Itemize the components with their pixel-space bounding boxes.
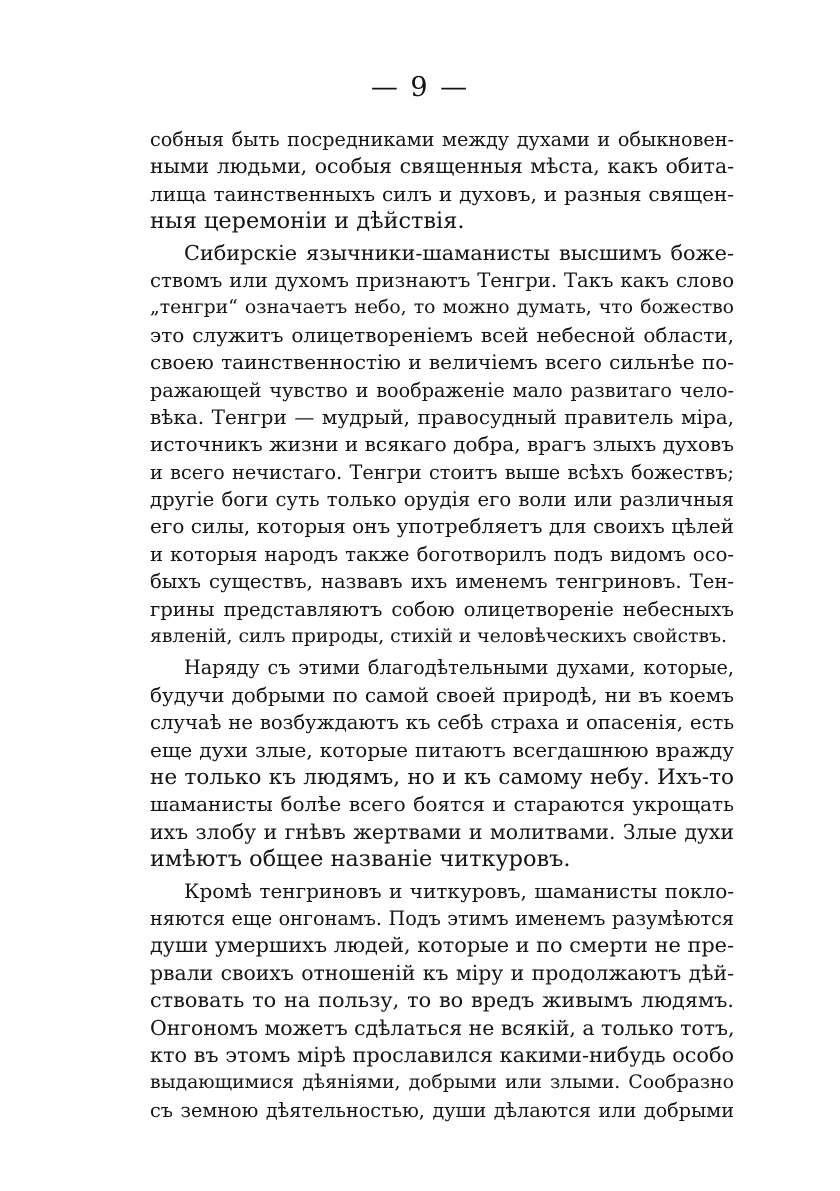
text-line: ными людьми, особыя священныя мѣста, какъ обита- [150, 154, 734, 179]
text-line: своею таинственностію и величіемъ всего сильнѣе по- [150, 350, 734, 375]
paragraph [150, 240, 734, 651]
text-line: не только къ людямъ, но и къ самому небу. Ихъ-то [150, 764, 734, 790]
text-line: съ земною дѣятельностью, души дѣлаются или добрыми [150, 1098, 734, 1122]
text-line: шаманисты болѣе всего боятся и стараются укрощать [150, 792, 734, 817]
text-line: будучи добрыми по самой своей природѣ, ни въ коемъ [150, 682, 734, 707]
text-line: еще духи злые, которые питаютъ всегдашнюю вражду [150, 737, 734, 762]
text-line: ныя церемоніи и дѣйствія. [150, 208, 465, 235]
paragraph [150, 654, 734, 873]
text-line: его силы, которыя онъ употребляетъ для своихъ цѣлей [150, 514, 734, 539]
body-text [150, 126, 734, 1124]
paragraph [150, 126, 734, 236]
text-line: и которыя народъ также боготворилъ подъ видомъ осо- [150, 542, 734, 566]
text-line: лища таинственныхъ силъ и духовъ, и разныя священ- [150, 181, 734, 206]
text-line: собныя быть посредниками между духами и обыкновен- [150, 128, 734, 151]
text-line: кто въ этомъ мірѣ прославился какими-нибудь особо [150, 1042, 734, 1067]
text-line: источникъ жизни и всякаго добра, врагъ злыхъ духовъ [150, 432, 734, 457]
text-line: ражающей чувство и воображеніе мало развитаго чело- [150, 378, 734, 402]
text-line: выдающимися дѣяніями, добрыми или злыми. Сообразно [150, 1072, 734, 1094]
text-line: вѣка. Тенгри — мудрый, правосудный правитель міра, [150, 404, 734, 429]
text-line: быхъ существъ, назвавъ ихъ именемъ тенгриновъ. Тен- [150, 570, 734, 594]
text-line: явленій, силъ природы, стихій и человѣческихъ свойствъ. [150, 626, 727, 648]
text-line: души умершихъ людей, которые и по смерти не пре- [150, 933, 734, 958]
text-line: ствомъ или духомъ признаютъ Тенгри. Такъ какъ слово [150, 268, 734, 292]
text-line: случаѣ не возбуждаютъ къ себѣ страха и опасенія, есть [150, 711, 734, 735]
text-line: рвали своихъ отношеній къ міру и продолжаютъ дѣй- [150, 960, 734, 985]
text-line: и всего нечистаго. Тенгри стоитъ выше всѣхъ божествъ; [150, 460, 734, 484]
text-line: ствовать то на пользу, то во вредъ живымъ людямъ. [150, 988, 734, 1013]
text-line: грины представляютъ собою олицетвореніе небесныхъ [150, 597, 734, 621]
paragraph [150, 878, 734, 1125]
text-line: это служитъ олицетвореніемъ всей небесной области, [150, 322, 734, 347]
text-line: имѣютъ общее названіе читкуровъ. [150, 846, 571, 873]
text-line: Онгономъ можетъ сдѣлаться не всякій, а только тотъ, [150, 1015, 735, 1040]
text-line: Наряду съ этими благодѣтельными духами, которые, [184, 656, 734, 680]
text-line: няются еще онгонамъ. Подъ этимъ именемъ разумѣются [150, 906, 734, 930]
text-line: Сибирскіе язычники-шаманисты высшимъ боже- [184, 240, 734, 265]
page-number: — 9 — [370, 72, 470, 103]
text-line: ихъ злобу и гнѣвъ жертвами и молитвами. Злые духи [150, 819, 734, 844]
text-line: Кромѣ тенгриновъ и читкуровъ, шаманисты покло- [184, 878, 734, 903]
text-line: „тенгри“ означаетъ небо, то можно думать, что божество [150, 297, 734, 319]
text-line: другіе боги суть только орудія его воли или различныя [150, 488, 734, 512]
